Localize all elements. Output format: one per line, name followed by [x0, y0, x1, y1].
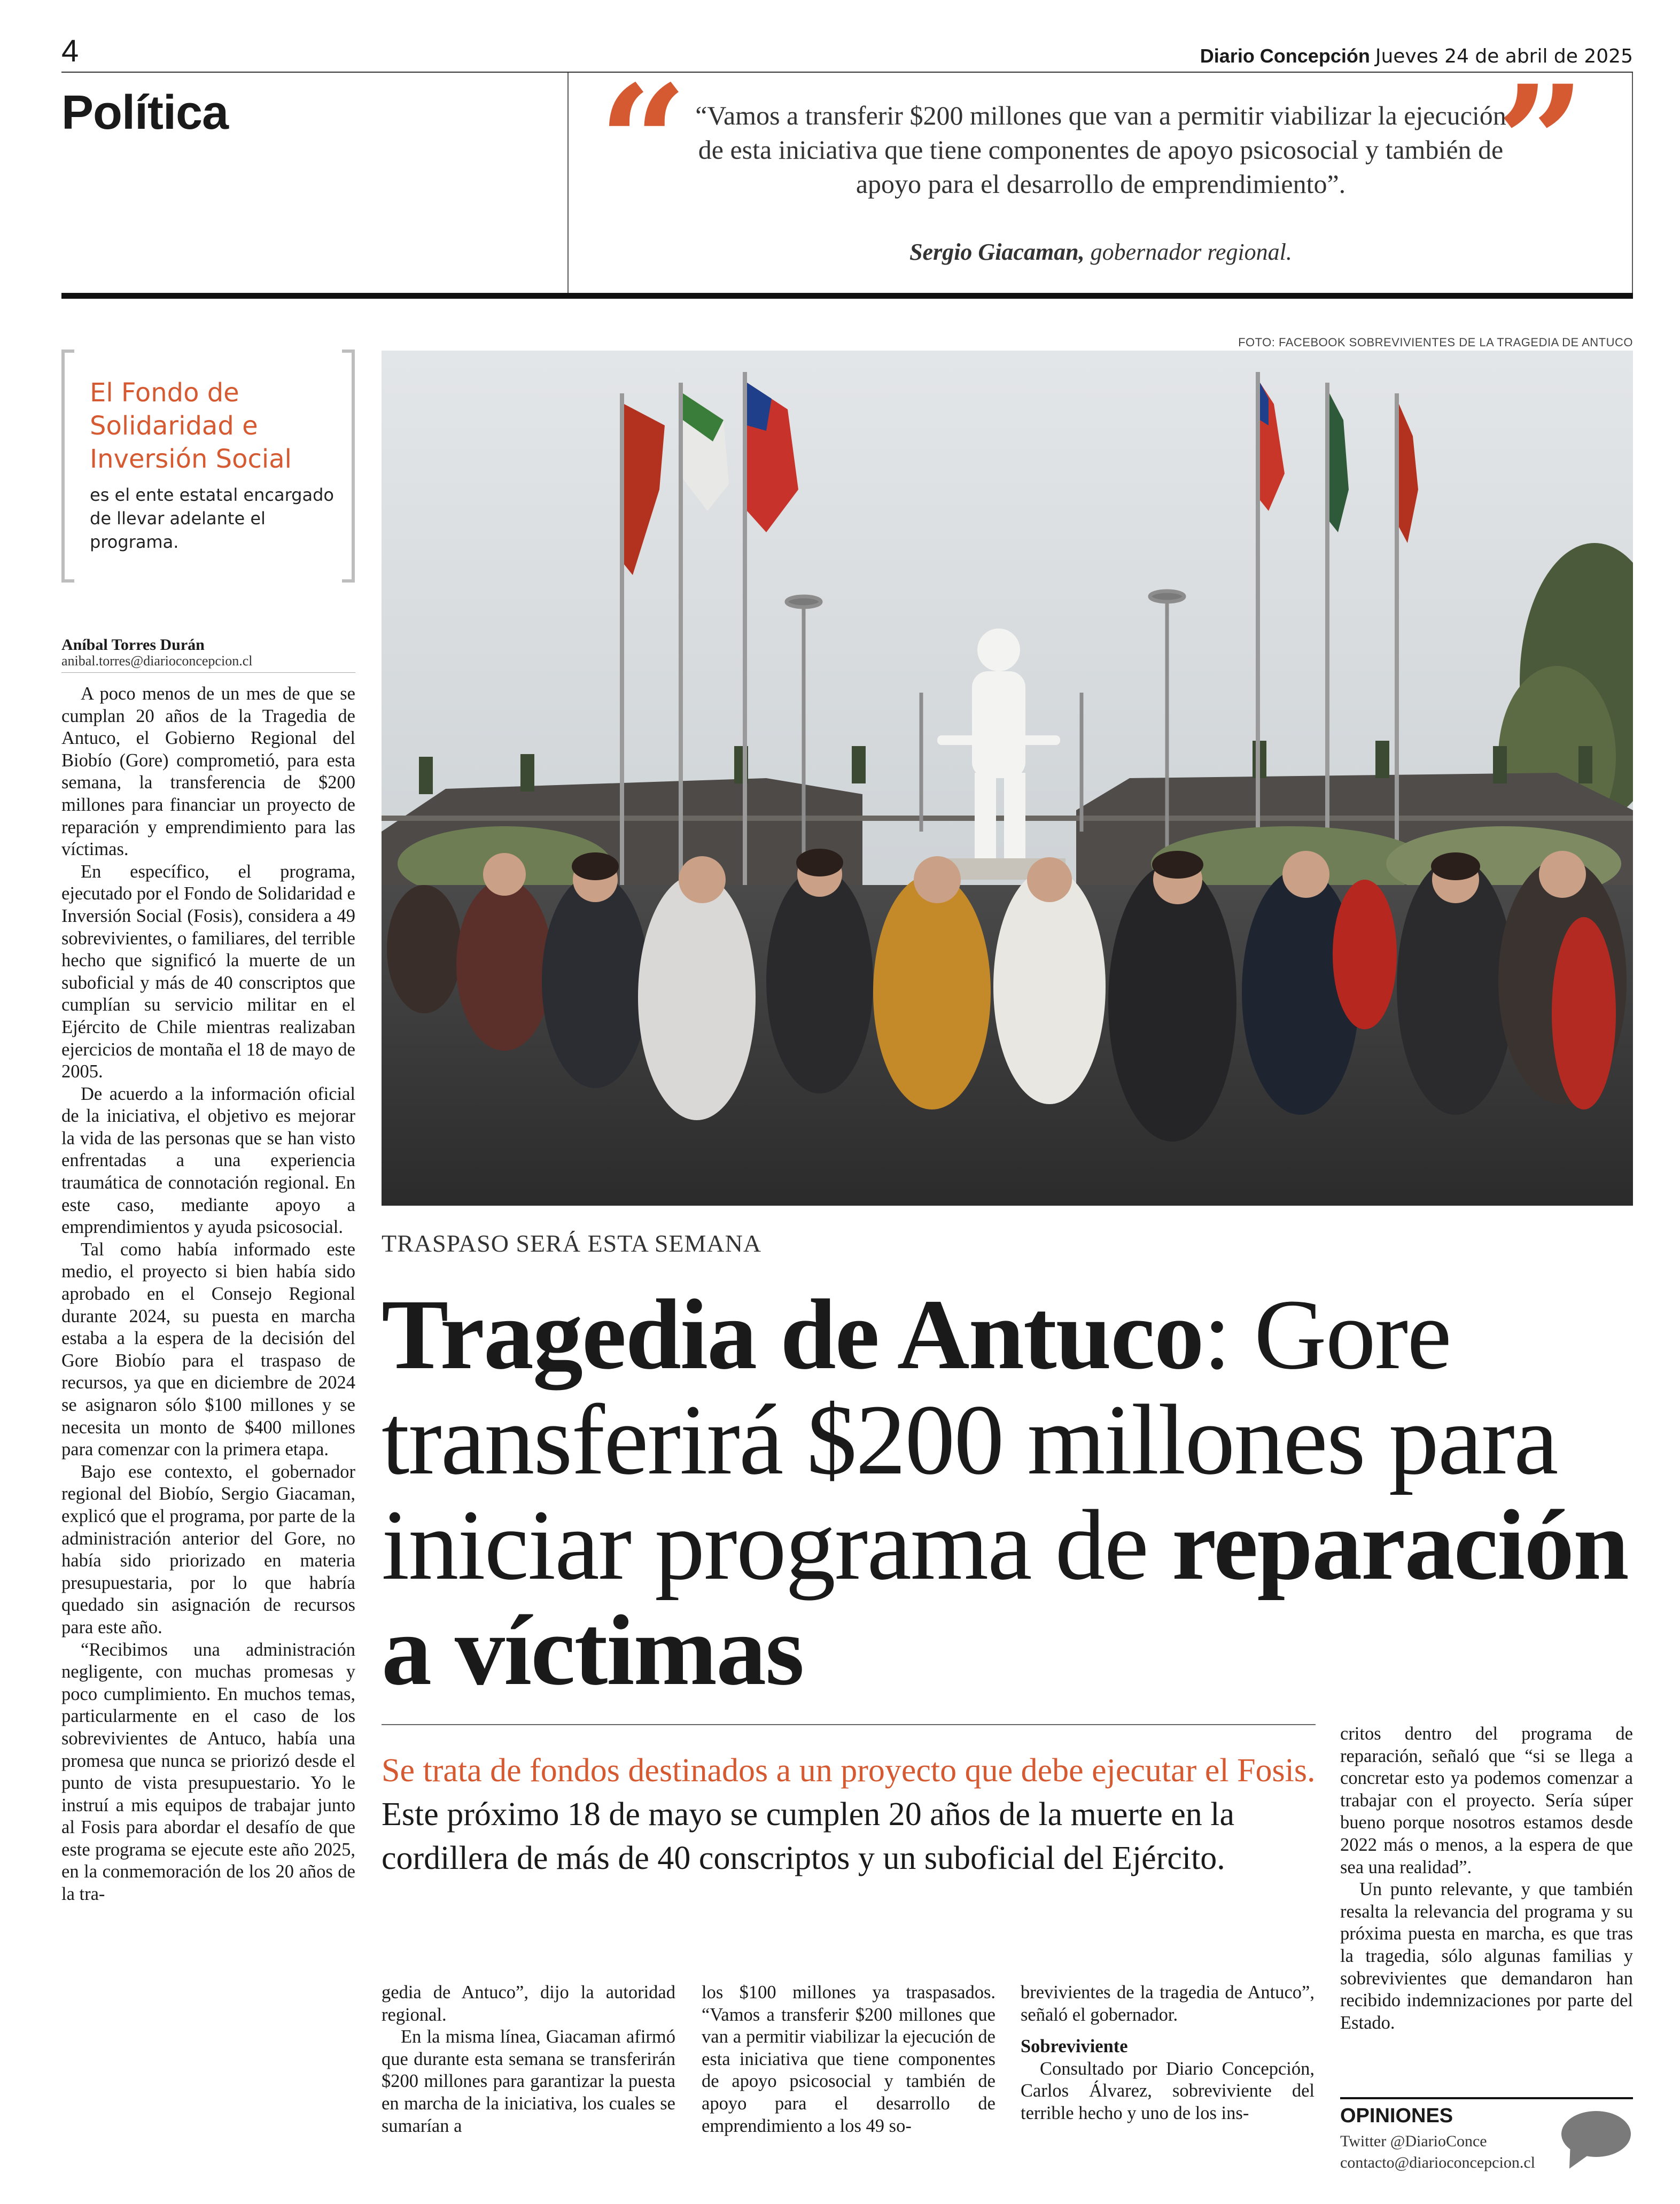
pull-quote-author-name: Sergio Giacaman,: [909, 239, 1085, 265]
article-column-5: [1340, 1723, 1633, 2097]
article-column-3: [702, 1982, 995, 2174]
opinions-rule: [1340, 2097, 1633, 2099]
paragraph: critos dentro del programa de reparación, señaló que “si se llega a concretar esto ya podemos comenzar a trabajar con el proyecto. Sería súper bueno porque nosotros estamos desde 2022 más o menos, a la espera de que sea una realidad”.: [1340, 1724, 1633, 1877]
headline-rule: [382, 1724, 1316, 1725]
paragraph: Tal como había informado este medio, el proyecto si bien había sido aprobado en el Consejo Regional durante 2024, su puesta en marcha estaba a la espera de la decisión del Gore Biobío para el traspaso de recursos, ya que en diciembre de 2024 se asignaron sólo $100 millones y se necesita un monto de $400 millones para comenzar con la primera etapa.: [61, 1239, 355, 1460]
headline-bold-part: Tragedia de Antuco: [382, 1278, 1203, 1390]
memorial-photo: [382, 351, 1633, 1206]
opinions-title: OPINIONES: [1340, 2105, 1453, 2127]
article-column-4: [1021, 1982, 1315, 2174]
paragraph: Bajo ese contexto, el gobernador regional del Biobío, Sergio Giacaman, explicó que el programa, por parte de la administración anterior del Gore, no había sido priorizado en materia presupuestaria, por lo que habría quedado sin asignación de recursos para este año.: [61, 1461, 355, 1638]
publication-date: Jueves 24 de abril de 2025: [1375, 45, 1633, 67]
sidebar-bracket-left: [61, 350, 74, 583]
memorial-photo-illustration: [382, 351, 1633, 1206]
paragraph: En específico, el programa, ejecutado por el Fondo de Solidaridad e Inversión Social (Fosis), considera a 49 sobrevivientes, o familiares, del terrible hecho que significó la muerte de un suboficial y más de 40 conscriptos que cumplían su servicio militar en el Ejército de Chile mientras realizaban ejercicios de montaña el 18 de mayo de 2005.: [61, 861, 355, 1082]
page-number: 4: [61, 34, 79, 68]
paragraph: brevivientes de la tragedia de Antuco”, señaló el gobernador.: [1021, 1982, 1315, 2025]
photo-credit: FOTO: FACEBOOK SOBREVIVIENTES DE LA TRAGEDIA DE ANTUCO: [1238, 336, 1633, 349]
byline-rule: [61, 672, 355, 673]
article-standfirst: [382, 1749, 1316, 1880]
paragraph: Un punto relevante, y que también resalta la relevancia del programa y su próxima puesta en marcha, es que tras la tragedia, sólo algunas familias y sobrevivientes que demandaron han recibido indemnizaciones por parte del Estado.: [1340, 1879, 1633, 2033]
publication-name: Diario Concepción: [1200, 45, 1370, 67]
sidebar-text: es el ente estatal encargado de llevar adelante el programa.: [90, 485, 334, 552]
article-column-2: [382, 1982, 675, 2174]
byline-email[interactable]: anibal.torres@diarioconcepcion.cl: [61, 653, 253, 669]
paragraph: Consultado por Diario Concepción, Carlos Álvarez, sobreviviente del terrible hecho y uno de los ins-: [1021, 2058, 1315, 2123]
sidebar-bracket-right: [342, 350, 355, 583]
paragraph: gedia de Antuco”, dijo la autoridad regional.: [382, 1982, 675, 2025]
article-headline: [382, 1278, 1633, 1706]
opinions-email[interactable]: contacto@diarioconcepcion.cl: [1340, 2154, 1535, 2171]
paragraph: los $100 millones ya traspasados. “Vamos a transferir $200 millones que van a permitir viabilizar la ejecución de esta iniciativa que tiene componentes de apoyo psicosocial y también de apoyo para el desarrollo de emprendimiento a los 49 so-: [702, 1982, 995, 2136]
article-column-1: [61, 683, 355, 2169]
sidebar-title: El Fondo de Solidaridad e Inversión Social: [90, 378, 292, 474]
paragraph: “Recibimos una administración negligente, con muchas promesas y poco cumplimiento. En muchos temas, particularmente en el caso de los sobrevivientes de Antuco, había una promesa que nunca se priorizó desde el punto de vista presupuestario. Yo le instruí a mis equipos de trabajar junto al Fosis para abordar el desafío de que este programa se ejecute este año 2025, en la conmemoración de los 20 años de la tra-: [61, 1639, 355, 1905]
byline-name: Aníbal Torres Durán: [61, 636, 205, 654]
header-divider: [61, 293, 1633, 299]
paragraph: De acuerdo a la información oficial de la iniciativa, el objetivo es mejorar la vida de las personas que se han visto enfrentadas a una experiencia traumática de connotación regional. En este caso, mediante apoyo a emprendimientos y ayuda psicosocial.: [61, 1083, 355, 1238]
article-kicker: TRASPASO SERÁ ESTA SEMANA: [382, 1230, 762, 1257]
standfirst-text: Este próximo 18 de mayo se cumplen 20 años de la muerte en la cordillera de más de 40 conscriptos y un suboficial del Ejército.: [382, 1796, 1235, 1876]
headline-bold-part: reparación a víctimas: [382, 1489, 1628, 1706]
paragraph: A poco menos de un mes de que se cumplan 20 años de la Tragedia de Antuco, el Gobierno Regional del Biobío (Gore) comprometió, para esta semana, la transferencia de $200 millones para financiar un proyecto de reparación y emprendimiento para las víctimas.: [61, 684, 355, 860]
paragraph: En la misma línea, Giacaman afirmó que durante esta semana se transferirán $200 millones para garantizar la puesta en marcha de la iniciativa, los cuales se sumarían a: [382, 2027, 675, 2136]
open-quote-icon: “: [598, 52, 688, 234]
headline-regular-part: : Gore transferirá $200 millones para iniciar programa de: [382, 1278, 1558, 1601]
standfirst-highlight: Se trata de fondos destinados a un proyecto que debe ejecutar el Fosis.: [382, 1752, 1316, 1789]
subheading: Sobreviviente: [1021, 2036, 1128, 2057]
section-title: Política: [61, 86, 229, 139]
close-quote-icon: ”: [1496, 52, 1585, 234]
opinions-twitter[interactable]: Twitter @DiarioConce: [1340, 2132, 1487, 2150]
pull-quote-author: [684, 238, 1518, 266]
pull-quote-author-role: gobernador regional.: [1090, 239, 1292, 265]
pull-quote-text: “Vamos a transferir $200 millones que van a permitir viabilizar la ejecución de esta iniciativa que tiene componentes de apoyo psicosocial y también de apoyo para el desarrollo de emprendimiento”.: [695, 100, 1506, 199]
